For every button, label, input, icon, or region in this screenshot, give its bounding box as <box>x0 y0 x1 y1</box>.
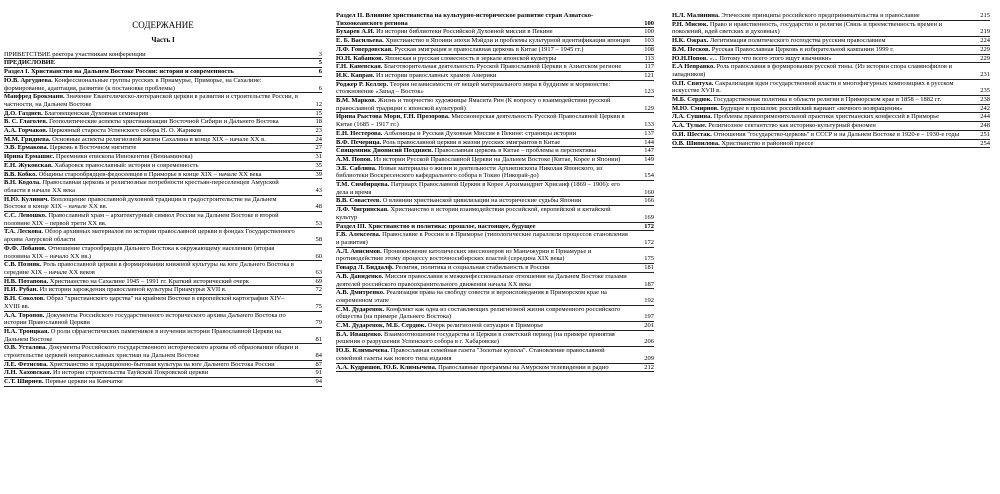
entry-title: Новые материалы о жизни и деятельности Архиепископа Николая Японского, из библиотеки Воскресенского кафедрального собора в Токио (Никорай-до) <box>336 164 603 180</box>
entry-title: Легитимация политического господства русским православием <box>709 37 886 45</box>
entry-title: Японская и русская словесность в зеркале японской культуры <box>384 54 557 62</box>
entry-title: Очерк религиозной ситуации в Приморье <box>427 322 544 330</box>
toc-entry <box>336 264 654 273</box>
entry-title: Образ "христианского царства" на крайнем Востоке в европейской картографии XIV–XVIII вв. <box>4 295 285 310</box>
entry-title: Религиозное сектантство как историко-культурный феномен <box>708 122 876 130</box>
toc-entry <box>4 261 322 277</box>
toc-entry <box>4 312 322 328</box>
entry-author: Т.А. Лескова. <box>4 228 44 236</box>
toc-entry <box>4 328 322 344</box>
entry-title: Государственная политика в области религии в Приморском крае в 1858 – 1882 гг. <box>713 96 942 104</box>
entry-title: Православные программы на Амурском телевидении и радио <box>438 363 609 371</box>
toc-entry <box>336 147 654 156</box>
entry-author: Ирина Рыстова Мори, Г.Н. Прозорова. <box>336 113 450 121</box>
entry-title: Благотворительная деятельность Русской Православной Церкви в Азиатском регионе <box>383 63 622 71</box>
entry-page-number: 251 <box>980 130 990 138</box>
entry-title: Геополитические аспекты христианизации Восточной Сибири и Дальнего Востока <box>49 118 279 126</box>
entry-title: Церковный староста Успенского собора Н. О. Жариков <box>48 127 202 135</box>
entry-page-number: 229 <box>980 54 990 62</box>
entry-title: Христианство в районной прессе <box>721 139 814 147</box>
entry-author: Н.Л. Малинина. <box>672 12 720 19</box>
entry-author: В.В. Кобко. <box>4 170 37 178</box>
entry-page-number: 53 <box>315 219 322 227</box>
toc-entry <box>4 144 322 153</box>
entry-title: Обзор архивных материалов по истории православной церкви в фондах Государственного архива Амурской области <box>4 228 295 244</box>
entry-title: Отношения "государство-церковь" в СССР и на Дальнем Востоке в 1920-е – 1930-е годы <box>713 130 960 138</box>
entry-title: Православная церковь и религиозные потребности крестьян-переселенцев Амурской области в начале XX века <box>4 179 279 194</box>
entry-page-number: 43 <box>315 186 322 194</box>
entry-page-number: 84 <box>315 352 322 360</box>
entry-author: Ф.Ф. Лобанов. <box>4 244 47 252</box>
entry-page-number: 27 <box>315 144 322 152</box>
entry-page-number: 15 <box>315 109 322 117</box>
toc-section-heading <box>336 12 654 28</box>
entry-title: Албазинцы и Русская Духовная Миссия в Пекине: страницы истории <box>383 129 577 137</box>
entry-title: Документы Российского государственного исторического архива Дальнего Востока по истории Православной Церкви <box>4 311 286 327</box>
entry-title: Из истории строительства Тауйской Покровской церкви <box>52 369 209 377</box>
entry-title: Значение Евангелическо-лютеранской церкви в развитии и строительстве России, в частности, на Дальнем Востоке <box>4 93 298 108</box>
entry-page-number: 39 <box>315 170 322 178</box>
toc-entry <box>336 206 654 222</box>
toc-section-heading <box>4 68 322 77</box>
entry-title: Жизнь и творчество художницы Ямасита Рин (К вопросу о взаимодействии русской православной традиции с японской культурой) <box>336 97 611 112</box>
entry-title: Роль православной церкви в формировании книжной культуры на юге Дальнего Востока в середине XIX – начале XX веков <box>4 261 294 276</box>
entry-author: Э.Б. Саблина. <box>336 164 377 172</box>
entry-title: Преемники епископа Иннокентия (Вениаминова) <box>55 153 193 161</box>
entry-title: Документы Российского государственного исторического архива об образовании общин и строительстве церквей неправославных христиан на Дальнем Востоке <box>4 344 299 360</box>
entry-page-number: 23 <box>315 127 322 135</box>
entry-author: Ю.Н.Попов. <box>672 54 708 62</box>
toc-entry <box>336 273 654 289</box>
entry-page-number: 238 <box>980 96 990 104</box>
entry-page-number: 144 <box>644 138 654 146</box>
toc-entry <box>672 46 990 55</box>
entry-page-number: 121 <box>644 71 654 79</box>
entry-page-number: 219 <box>980 28 990 36</box>
toc-entry <box>4 278 322 287</box>
entry-title: Православная семейная газета "Золотые купола". Становление православной семейной газеты как нового типа издания <box>336 347 605 362</box>
entry-author: Е. Б. Васильева. <box>336 37 384 45</box>
entry-page-number: 192 <box>644 296 654 304</box>
entry-author: В.Ф. Печерица. <box>336 138 382 146</box>
entry-page-number: 137 <box>644 129 654 137</box>
entry-page-number: 81 <box>315 335 322 343</box>
entry-author: М.Б. Сердюк. <box>672 96 713 104</box>
entry-author: В.М. Песков. <box>672 45 711 53</box>
toc-entry <box>336 347 654 363</box>
entry-author: Е.Н. Нестерова. <box>336 129 383 137</box>
toc-entry <box>4 77 322 93</box>
entry-title: ПРЕДИСЛОВИЕ <box>4 59 56 67</box>
entry-page-number: 244 <box>980 113 990 121</box>
entry-title: Религия, политика и социальная стабильность в России <box>395 264 550 272</box>
entry-page-number: 169 <box>644 213 654 221</box>
toc-entry <box>4 369 322 378</box>
entry-title: Христианство на Сахалине 1945 – 1991 гг. Краткий исторический очерк <box>49 277 249 285</box>
entry-page-number: 149 <box>644 155 654 163</box>
entry-author: Говард Л. Биддалф. <box>336 264 394 272</box>
entry-author: Бухарев А.И. <box>336 28 375 36</box>
entry-author: Т.М. Симбирцева. <box>336 181 390 189</box>
toc-entry <box>336 55 654 64</box>
entry-title: Сакрализация идеи государственной власти в многофигурных композициях в русском искусстве XVII в. <box>672 79 954 95</box>
entry-page-number: 100 <box>644 19 654 27</box>
toc-entry <box>336 331 654 347</box>
entry-page-number: 181 <box>644 264 654 272</box>
entry-page-number: 175 <box>644 255 654 263</box>
entry-author: М.М. Гриднева. <box>4 135 51 143</box>
toc-entry <box>336 197 654 206</box>
entry-page-number: 3 <box>318 50 322 58</box>
entry-title: Проникновение католических миссионеров из Маньчжурии в Приамурье и противодействие этому процессу восточносибирских властей (середина XIX века) <box>336 247 592 263</box>
entry-author: Н.В. Потапова. <box>4 277 49 285</box>
entry-page-number: 248 <box>980 122 990 130</box>
entry-page-number: 172 <box>644 222 654 230</box>
toc-section-heading <box>4 59 322 68</box>
entry-title: Церковь в Восточном нигитите <box>49 144 137 152</box>
entry-page-number: 215 <box>980 12 990 19</box>
entry-page-number: 48 <box>315 203 322 211</box>
entry-author: А.М. Попов. <box>336 155 372 163</box>
toc-entry <box>336 322 654 331</box>
toc-entry <box>672 37 990 46</box>
entry-page-number: 117 <box>644 63 654 71</box>
toc-entry <box>336 28 654 37</box>
entry-page-number: 201 <box>644 322 654 330</box>
entry-title: Миссионерская деятельность Русской Православной Церкви в Китае (1685 – 1917 гг.) <box>336 113 625 129</box>
entry-page-number: 31 <box>315 153 322 161</box>
toc-entry <box>4 378 322 387</box>
entry-page-number: 235 <box>980 87 990 95</box>
entry-page-number: 35 <box>315 161 322 169</box>
toc-entry <box>672 140 990 149</box>
entry-author: В.В. Совастеев. <box>336 197 382 205</box>
entry-author: Л.Е. Фетисова. <box>4 360 48 368</box>
toc-entry <box>336 113 654 129</box>
toc-entry <box>672 131 990 140</box>
entry-title: Конфликт как одна из составляющих религиозной жизни современного российского общества (на примере Дальнего Востока) <box>336 305 621 321</box>
entry-title: Христианство в Японии эпохи Мэйдзи и проблемы культурной идентификации японцев <box>385 37 630 45</box>
entry-author: Роджер Р. Келлер. <box>336 80 389 88</box>
entry-title: Роль православия в формировании русской тины. (Из истории спора славянофилов и западников) <box>672 63 952 78</box>
entry-page-number: 6 <box>318 68 322 76</box>
toc-entry <box>336 139 654 148</box>
entry-page-number: 154 <box>644 172 654 180</box>
toc-entry <box>336 231 654 247</box>
toc-entry <box>336 37 654 46</box>
entry-title: Воплощение православной духовной традиции в градостроительстве на Дальнем Востоке в конце XIX – начале XX вв. <box>4 195 277 211</box>
entry-author: А.В. Дмитренко. <box>336 289 385 297</box>
entry-author: О.В. Усталова. <box>4 344 47 352</box>
entry-page-number: 166 <box>644 197 654 205</box>
entry-page-number: 12 <box>315 100 322 108</box>
toc-entry <box>4 286 322 295</box>
entry-page-number: 63 <box>315 268 322 276</box>
toc-entry <box>336 248 654 264</box>
toc-entry <box>336 130 654 139</box>
entry-title: Из истории библиотеки Российской Духовной миссии в Пекине <box>376 28 553 36</box>
entry-author: Манфред Брокманн. <box>4 93 65 101</box>
entry-author: В.А. Иващенко. <box>336 330 383 338</box>
entry-title: Общины старообрядцев-федосеевцев в Приморье в конце XIX – начале XX века <box>38 170 262 178</box>
entry-page-number: 94 <box>315 378 322 386</box>
entry-author: А.А. Тулые. <box>672 122 707 130</box>
entry-page-number: 224 <box>980 37 990 45</box>
entry-title: О роли сфрагистических памятников в изучении истории Православной Церкви на Дальнем Востоке <box>4 327 282 343</box>
entry-page-number: 209 <box>644 354 654 362</box>
entry-page-number: 87 <box>315 360 322 368</box>
entry-title: Русская эмиграция и православная церковь в Китае (1917 – 1945 гг.) <box>394 45 584 53</box>
entry-page-number: 5 <box>318 59 322 67</box>
entry-author: В. С. Глаголев. <box>4 118 48 126</box>
entry-author: О.В. Шипилова. <box>672 139 720 147</box>
entry-page-number: 172 <box>644 238 654 246</box>
toc-entry <box>672 113 990 122</box>
entry-title: Благовещенская Духовная семинария <box>44 109 149 117</box>
entry-title: Основные аспекты религиозной жизни Сахалина в конце XIX – начале XX в. <box>52 135 266 143</box>
entry-page-number: 75 <box>315 302 322 310</box>
entry-author: О.И. Шестак. <box>672 130 712 138</box>
entry-author: М.Ю. Смирнов. <box>672 104 719 112</box>
entry-author: Ю.Б. Климычева. <box>336 347 390 355</box>
entry-title: Христианство в истории взаимодействия российской, европейской и китайской культур <box>336 206 611 221</box>
entry-title: Православие в России и в Приморье (типологические параллели процессов становления и развития) <box>336 231 628 246</box>
entry-page-number: 100 <box>644 28 654 36</box>
toc-entry <box>4 179 322 195</box>
entry-page-number: 160 <box>644 188 654 196</box>
entry-page-number: 69 <box>315 277 322 285</box>
entry-page-number: 206 <box>644 338 654 346</box>
entry-title: Отношение старообрядцев Дальнего Востока к окружающему населению (вторая половина XIX – начало XX вв.) <box>4 244 275 260</box>
entry-author: Н.К. Ожрах. <box>672 37 709 45</box>
toc-entry <box>336 72 654 81</box>
toc-entry <box>336 165 654 181</box>
toc-entry <box>4 162 322 171</box>
toc-column-1 <box>4 20 322 494</box>
entry-author: Д.О. Газдиев. <box>4 109 43 117</box>
entry-title: Проблемы правоприменительной практики христианских конфессий в Приморье <box>713 113 940 121</box>
entry-title: Из истории православных храмов Америки <box>376 71 497 79</box>
toc-entry <box>4 136 322 145</box>
entry-author: С.С. Левошко. <box>4 212 47 220</box>
toc-entry <box>4 344 322 360</box>
entry-page-number: 18 <box>315 118 322 126</box>
entry-author: Священник Дионисий Поздняев. <box>336 147 433 155</box>
toc-section-heading <box>336 223 654 232</box>
entry-title: Раздел I. Христианство на Дальнем Востоке России: история и современность <box>4 68 234 76</box>
entry-page-number: 58 <box>315 236 322 244</box>
entry-author: О.П. Свитуха. <box>672 79 714 87</box>
entry-author: С.М. Дударенок, М.Б. Сердюк. <box>336 322 427 330</box>
entry-page-number: 212 <box>644 363 654 371</box>
entry-title: Православная церковь в Китае – проблемы и перспективы <box>434 147 597 155</box>
entry-title: Патриарх Православной Церкви в Корее Архимандрит Хрисанф (1869 – 1906): его дела и время <box>336 181 620 196</box>
toc-entry <box>672 96 990 105</box>
entry-title: Роль православной церкви в жизни русских эмигрантов в Китае <box>382 138 561 146</box>
entry-title: Раздел III. Христианство и политика: прошлое, настоящее, будущее <box>336 222 536 230</box>
entry-author: Е.А Неправко. <box>672 63 715 71</box>
entry-page-number: 108 <box>644 45 654 53</box>
entry-page-number: 231 <box>980 70 990 78</box>
entry-author: Ирина Ермашис. <box>4 153 55 161</box>
entry-author: А.А. Горчаков. <box>4 127 48 135</box>
entry-author: В.Н. Кодола. <box>4 179 41 187</box>
toc-entry <box>672 12 990 21</box>
entry-author: Г.В. Алексеева. <box>336 231 381 239</box>
entry-title: Будущее в прошлом: российский вариант «вечного возвращения» <box>720 104 903 112</box>
toc-entry <box>4 93 322 109</box>
entry-title: Из истории Русской Православной Церкви на Дальнем Востоке (Китае, Корее и Японии) <box>373 155 621 163</box>
toc-entry <box>4 171 322 180</box>
toc-entry <box>4 196 322 212</box>
entry-title: Хабаровск православный: история и современность <box>54 161 199 169</box>
toc-column-2 <box>336 12 654 486</box>
toc-entry <box>336 97 654 113</box>
toc-entry <box>4 118 322 127</box>
part-title: Часть I <box>151 36 175 44</box>
toc-entry <box>672 80 990 96</box>
entry-author: А.А. Кудряшов, Ю.Б. Климычева. <box>336 363 437 371</box>
entry-page-number: 147 <box>644 147 654 155</box>
entry-title: Конфессиональные группы русских в Приамурье, Приморье, на Сахалине: формирование, адаптация, развитие (к постановке проблемы) <box>4 76 262 92</box>
entry-author: Л.Ф. Говердовская. <box>336 45 393 53</box>
entry-title: Теория независимости от вещей материального мира в буддизме и мормонстве: столкновение «Запад – Восток» <box>336 80 611 96</box>
entry-title: Из истории зарождения православной культуры Приамурья XVII в. <box>39 286 227 294</box>
entry-page-number: 6 <box>318 84 322 92</box>
entry-page-number: 229 <box>980 45 990 53</box>
entry-title: Этические принципы российского предпринимательства и православие <box>721 12 920 19</box>
entry-page-number: 254 <box>980 139 990 147</box>
entry-title: О влиянии христианской цивилизации на исторические судьбы Японии <box>382 197 582 205</box>
entry-page-number: 133 <box>644 121 654 129</box>
entry-page-number: 123 <box>644 88 654 96</box>
entry-page-number: 187 <box>644 280 654 288</box>
entry-page-number: 79 <box>315 319 322 327</box>
entry-author: А.А. Торопов. <box>4 311 45 319</box>
entry-page-number: 242 <box>980 104 990 112</box>
toc-column-3 <box>672 12 990 486</box>
entry-page-number: 197 <box>644 313 654 321</box>
entry-page-number: 60 <box>315 252 322 260</box>
toc-heading: СОДЕРЖАНИЕ <box>132 20 194 30</box>
toc-entry <box>336 364 654 373</box>
entry-title: Первые церкви на Камчатке <box>45 378 123 386</box>
toc-entry <box>672 21 990 37</box>
entry-author: С.В. Позняк. <box>4 261 42 269</box>
entry-author: С.Т. Ширнев. <box>4 378 44 386</box>
toc-entry <box>336 81 654 97</box>
toc-entry <box>4 295 322 311</box>
toc-entry <box>4 153 322 162</box>
entry-title: Христианство и традиционно-бытовая культура на юге Дальнего Востока России <box>49 360 275 368</box>
entry-author: Э.В. Ермакова. <box>4 144 49 152</box>
entry-page-number: 24 <box>315 135 322 143</box>
entry-author: В.М. Марков. <box>336 97 377 105</box>
entry-title: Взаимоотношения государства и Церкви в советский период (на примере принятия решения о разрушении Успенского собора в г. Хабаровске) <box>336 330 615 346</box>
toc-entry <box>4 127 322 136</box>
toc-entry <box>672 105 990 114</box>
toc-entry <box>672 55 990 64</box>
entry-page-number: 72 <box>315 286 322 294</box>
toc-entry <box>336 46 654 55</box>
entry-page-number: 103 <box>644 37 654 45</box>
entry-title: «... Потому что всего этого ищут язычники» <box>709 54 832 62</box>
entry-author: Н.Ю. Кулинич. <box>4 195 50 203</box>
entry-author: Л.А. Сушина. <box>672 113 713 121</box>
entry-author: Л.Н. Хаховская. <box>4 369 52 377</box>
entry-author: Ю.В. Аргудяева. <box>4 76 53 84</box>
entry-author: Г.Н. Каневская. <box>336 63 383 71</box>
entry-author: Н.А. Троицкая. <box>4 327 50 335</box>
toc-entry <box>336 306 654 322</box>
toc-entry <box>336 181 654 197</box>
toc-entry <box>4 245 322 261</box>
entry-author: Н.И. Рубан. <box>4 286 38 294</box>
toc-entry <box>672 122 990 131</box>
entry-author: А.Л. Анисимов. <box>336 247 382 255</box>
toc-entry <box>4 110 322 119</box>
entry-title: Миссия православия и межконфессиональные отношения на Дальнем Востоке глазами деятелей российского правоохранительного движения начала XX века <box>336 272 627 288</box>
entry-author: С.М. Дударенок. <box>336 305 385 313</box>
toc-entry <box>336 289 654 305</box>
entry-title: Реализация права на свободу совести и вероисповедания в Приморском крае на современном этапе <box>336 289 607 304</box>
entry-author: Р.Н. Мисюк. <box>672 20 709 28</box>
entry-author: В.Н. Соколов. <box>4 295 45 303</box>
entry-title: Православный храм – архитектурный символ России на Дальнем Востоке в второй половине XIX – первой трети XX вв. <box>4 212 279 227</box>
entry-author: Л.Ф. Чигринская. <box>336 206 389 214</box>
toc-entry <box>336 63 654 72</box>
entry-title: Русская Православная Церковь в избирательной кампании 1999 г. <box>711 45 894 53</box>
entry-author: Е.Н. Жуковская. <box>4 161 53 169</box>
toc-entry <box>336 156 654 165</box>
toc-entry <box>672 63 990 79</box>
entry-page-number: 113 <box>644 54 654 62</box>
entry-author: А.В. Давиденко. <box>336 272 384 280</box>
entry-title: Право и нравственность, государство и религия (Связь и преемственность времен и поколений, идей светских и духовных) <box>672 20 943 36</box>
entry-page-number: 91 <box>315 369 322 377</box>
entry-page-number: 129 <box>644 104 654 112</box>
toc-entry <box>4 212 322 228</box>
entry-author: Ю.Н. Кабанков. <box>336 54 384 62</box>
toc-entry <box>4 51 322 60</box>
entry-title: Раздел II. Влияние христианства на культурно-историческое развитие стран Азиатско-Тихоокеанского региона <box>336 12 594 27</box>
toc-entry <box>4 228 322 244</box>
entry-author: И.К. Капран. <box>336 71 375 79</box>
toc-entry <box>4 361 322 370</box>
entry-title: ПРИВЕТСТВИЕ ректора участникам конференции <box>4 50 146 58</box>
